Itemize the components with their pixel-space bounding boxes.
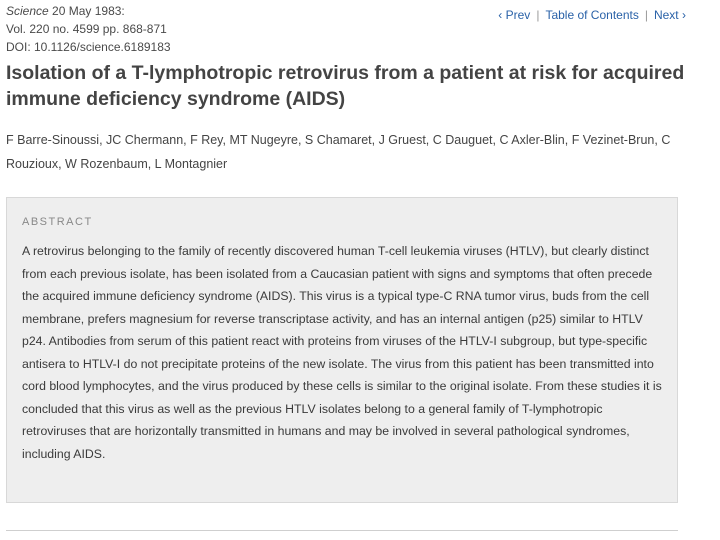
nav-separator: | (644, 8, 648, 22)
next-label: Next (653, 8, 679, 22)
article-title: Isolation of a T-lymphotropic retrovirus from a patient at risk for acquired immune deficiency syndrome (AIDS) (6, 62, 685, 110)
author-list: F Barre-Sinoussi, JC Chermann, F Rey, MT Nugeyre, S Chamaret, J Gruest, C Dauguet, C Axler-Blin, F Vezinet-Brun, C Rouzioux, W Rozenbaum, L Montagnier (6, 133, 671, 171)
chevron-left-icon: ‹ (498, 8, 503, 22)
journal-name: Science (6, 4, 49, 18)
publication-date: 20 May 1983: (48, 4, 125, 18)
prev-link[interactable] (498, 8, 530, 22)
article-nav (498, 8, 686, 22)
volume-info: Vol. 220 no. 4599 pp. 868-871 (6, 22, 167, 36)
citation (6, 2, 171, 56)
abstract-text: A retrovirus belonging to the family of recently discovered human T-cell leukemia viruses (HTLV), but clearly distinct from each previous isolate, has been isolated from a Caucasian patient with signs and symptoms that often precede the acquired immune deficiency syndrome (AIDS). This virus is a typical type-C RNA tumor virus, buds from the cell membrane, prefers magnesium for reverse transcriptase activity, and has an internal antigen (p25) similar to HTLV p24. Antibodies from serum of this patient react with proteins from viruses of the HTLV-I subgroup, but type-specific antisera to HTLV-I do not precipitate proteins of the new isolate. The virus from this patient has been transmitted into cord blood lymphocytes, and the virus produced by these cells is similar to the original isolate. From these studies it is concluded that this virus as well as the previous HTLV isolates belong to a general family of T-lymphotropic retroviruses that are horizontally transmitted in humans and may be involved in several pathological syndromes, including AIDS. (22, 244, 662, 461)
prev-label: Prev (505, 8, 531, 22)
chevron-right-icon: › (682, 8, 686, 22)
next-link[interactable] (654, 8, 686, 22)
table-of-contents-link[interactable]: Table of Contents (545, 8, 639, 22)
divider (6, 530, 678, 531)
doi: DOI: 10.1126/science.6189183 (6, 40, 171, 54)
abstract-panel (6, 197, 678, 503)
nav-separator: | (536, 8, 540, 22)
abstract-heading: ABSTRACT (22, 216, 93, 228)
citation-line-journal (6, 2, 171, 20)
